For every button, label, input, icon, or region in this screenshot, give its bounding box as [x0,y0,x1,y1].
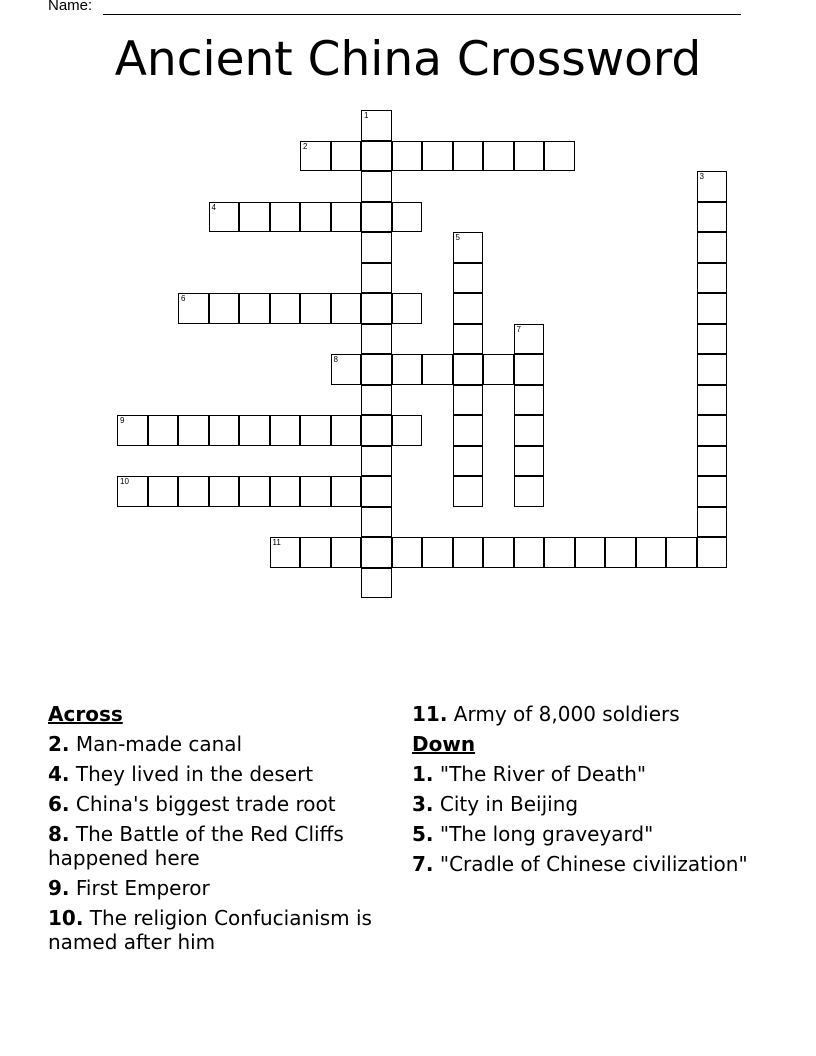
crossword-cell[interactable] [453,354,484,385]
crossword-cell[interactable] [361,537,392,568]
crossword-cell[interactable] [361,415,392,446]
clue-number: 1 [364,111,369,120]
crossword-cell[interactable] [300,537,331,568]
crossword-cell[interactable] [697,171,728,202]
clue-number: 6 [181,294,186,303]
crossword-cell[interactable] [361,446,392,477]
crossword-cell[interactable] [270,202,301,233]
crossword-cell[interactable] [300,141,331,172]
crossword-cell[interactable] [300,415,331,446]
clue-down-5: 5. "The long graveyard" [412,822,654,846]
crossword-cell[interactable] [270,537,301,568]
crossword-cell[interactable] [514,141,545,172]
crossword-cell[interactable] [453,446,484,477]
crossword-cell[interactable] [148,415,179,446]
crossword-cell[interactable] [239,293,270,324]
crossword-cell[interactable] [697,202,728,233]
clue-number: 8 [333,355,338,364]
crossword-cell[interactable] [453,537,484,568]
clue-across-4: 4. They lived in the desert [48,762,314,786]
crossword-cell[interactable] [697,232,728,263]
crossword-cell[interactable] [453,385,484,416]
crossword-cell[interactable] [422,354,453,385]
crossword-cell[interactable] [575,537,606,568]
crossword-cell[interactable] [361,324,392,355]
crossword-cell[interactable] [239,202,270,233]
crossword-cell[interactable] [544,141,575,172]
crossword-cell[interactable] [453,141,484,172]
crossword-cell[interactable] [361,171,392,202]
crossword-cell[interactable] [697,476,728,507]
crossword-cell[interactable] [361,141,392,172]
crossword-cell[interactable] [514,415,545,446]
clue-across-9: 9. First Emperor [48,876,210,900]
crossword-cell[interactable] [270,476,301,507]
clue-across-6: 6. China's biggest trade root [48,792,336,816]
crossword-cell[interactable] [697,415,728,446]
crossword-cell[interactable] [514,537,545,568]
crossword-cell[interactable] [178,293,209,324]
crossword-cell[interactable] [209,476,240,507]
crossword-cell[interactable] [209,415,240,446]
crossword-cell[interactable] [331,354,362,385]
clue-number: 5 [455,233,460,242]
clue-across-10: 10. The religion Confucianism is named after him [48,906,372,954]
down-heading: Down [412,732,476,756]
clue-number: 11 [272,538,281,547]
crossword-cell[interactable] [605,537,636,568]
crossword-cell[interactable] [361,385,392,416]
clue-number: 7 [516,324,521,334]
crossword-cell[interactable] [697,385,728,416]
crossword-cell[interactable] [148,476,179,507]
crossword-cell[interactable] [331,141,362,172]
crossword-cell[interactable] [361,202,392,233]
clue-number: 3 [699,172,704,181]
across-heading: Across [48,702,123,726]
clue-down-3: 3. City in Beijing [412,792,579,816]
crossword-cell[interactable] [636,537,667,568]
crossword-cell[interactable] [453,476,484,507]
crossword-cell[interactable] [453,232,484,263]
crossword-cell[interactable] [697,263,728,294]
crossword-cell[interactable] [697,446,728,477]
crossword-cell[interactable] [209,202,240,233]
crossword-cell[interactable] [361,110,392,141]
clue-across-11: 11. Army of 8,000 soldiers [412,702,680,726]
clue-number: 4 [211,202,216,212]
clue-number: 10 [120,477,129,486]
clue-number: 2 [303,141,308,151]
crossword-cell[interactable] [514,385,545,416]
crossword-cell[interactable] [483,354,514,385]
crossword-cell[interactable] [422,537,453,568]
crossword-cell[interactable] [514,324,545,355]
crossword-cell[interactable] [697,537,728,568]
crossword-cell[interactable] [270,415,301,446]
crossword-cell[interactable] [453,415,484,446]
crossword-cell[interactable] [422,141,453,172]
crossword-cell[interactable] [209,293,240,324]
crossword-cell[interactable] [483,537,514,568]
clue-across-2: 2. Man-made canal [48,732,243,756]
crossword-cell[interactable] [331,202,362,233]
crossword-cell[interactable] [331,537,362,568]
crossword-cell[interactable] [697,507,728,538]
crossword-cell[interactable] [361,476,392,507]
crossword-cell[interactable] [392,354,423,385]
crossword-cell[interactable] [331,293,362,324]
crossword-cell[interactable] [117,415,148,446]
crossword-cell[interactable] [361,293,392,324]
crossword-cell[interactable] [239,476,270,507]
crossword-cell[interactable] [178,476,209,507]
crossword-cell[interactable] [544,537,575,568]
clues-right-column [412,702,772,882]
crossword-cell[interactable] [514,446,545,477]
crossword-cell[interactable] [453,324,484,355]
crossword-cell[interactable] [392,537,423,568]
crossword-cell[interactable] [453,263,484,294]
crossword-cell[interactable] [331,415,362,446]
clues-left-column [48,702,408,960]
crossword-cell[interactable] [361,232,392,263]
crossword-cell[interactable] [392,202,423,233]
page-title: Ancient China Crossword [114,32,702,87]
crossword-cell[interactable] [514,476,545,507]
crossword-cell[interactable] [697,293,728,324]
crossword-cell[interactable] [483,141,514,172]
crossword-cell[interactable] [392,141,423,172]
crossword-cell[interactable] [300,476,331,507]
crossword-cell[interactable] [697,324,728,355]
crossword-cell[interactable] [178,415,209,446]
crossword-cell[interactable] [392,415,423,446]
crossword-cell[interactable] [666,537,697,568]
crossword-cell[interactable] [270,293,301,324]
crossword-cell[interactable] [697,354,728,385]
crossword-cell[interactable] [453,293,484,324]
crossword-cell[interactable] [239,415,270,446]
crossword-cell[interactable] [117,476,148,507]
clue-down-1: 1. "The River of Death" [412,762,647,786]
crossword-cell[interactable] [300,202,331,233]
crossword-cell[interactable] [514,354,545,385]
crossword-cell[interactable] [361,507,392,538]
crossword-cell[interactable] [361,568,392,599]
clue-across-8: 8. The Battle of the Red Cliffs happened here [48,822,344,870]
crossword-cell[interactable] [331,476,362,507]
crossword-cell[interactable] [392,293,423,324]
crossword-cell[interactable] [361,354,392,385]
crossword-cell[interactable] [300,293,331,324]
clue-number: 9 [120,416,125,425]
crossword-cell[interactable] [361,263,392,294]
name-label: Name: [48,0,93,14]
clue-down-7: 7. "Cradle of Chinese civilization" [412,852,748,876]
